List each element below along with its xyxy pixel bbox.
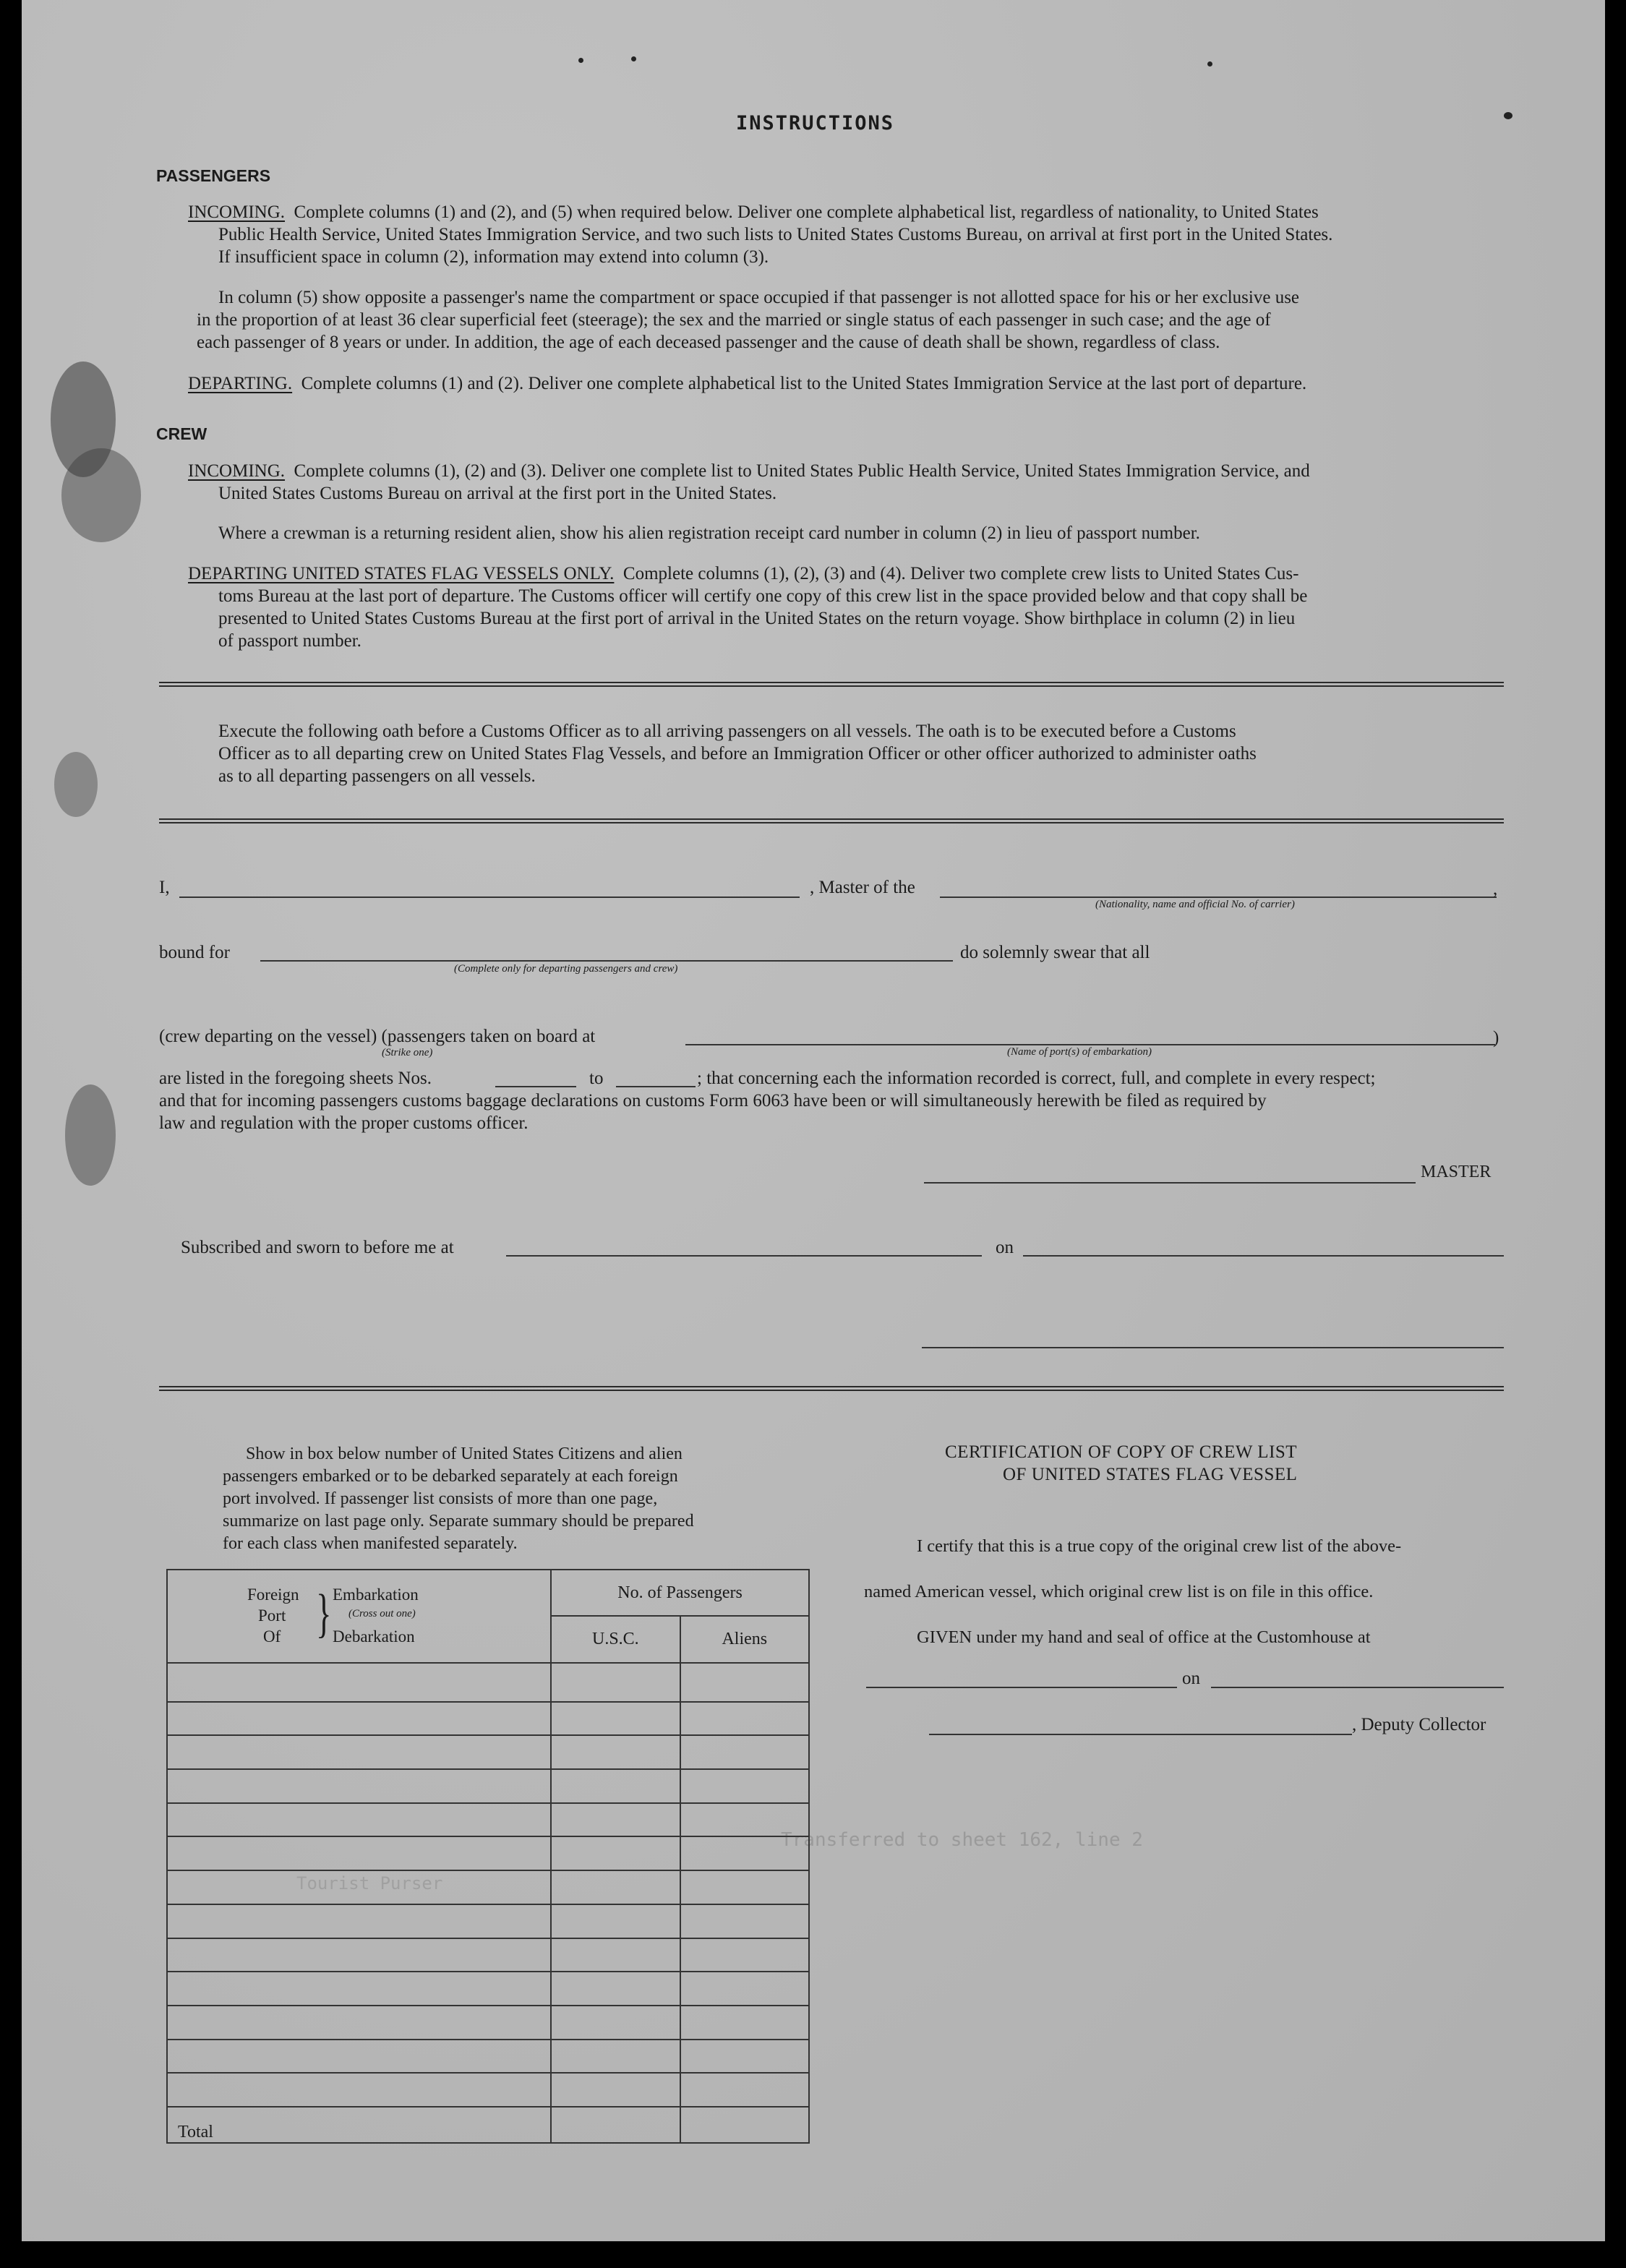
port-cell[interactable] (167, 1938, 551, 1972)
listed-line3: law and regulation with the proper customs officer. (159, 1113, 529, 1133)
aliens-cell[interactable] (680, 1769, 809, 1803)
scan-speck (1207, 61, 1212, 67)
oath-comma: , (1493, 879, 1498, 899)
certification-line1: I certify that this is a true copy of the original crew list of the above- (917, 1536, 1402, 1556)
table-row (167, 1836, 809, 1870)
usc-cell[interactable] (551, 2040, 680, 2074)
scan-speck (631, 56, 636, 61)
scan-smudge (65, 1084, 116, 1186)
deputy-collector-label: , Deputy Collector (1352, 1715, 1486, 1734)
aliens-cell[interactable] (680, 1972, 809, 2006)
embarkation-label: Embarkation (333, 1586, 419, 1604)
foreign-label: Foreign (247, 1586, 299, 1604)
certification-line3: GIVEN under my hand and seal of office at the Customhouse at (917, 1627, 1371, 1647)
sheet-from-field[interactable] (495, 1086, 576, 1087)
crew-departing-line2: toms Bureau at the last port of departure. The Customs officer will certify one copy of this crew list in the space provided below and that copy shall be (218, 586, 1308, 606)
listed-text: ; that concerning each the information recorded is correct, full, and complete in every respect; (697, 1069, 1376, 1088)
usc-cell[interactable] (551, 1836, 680, 1870)
embarkation-ports-field[interactable] (685, 1044, 1495, 1045)
oath-i-label: I, (159, 878, 170, 897)
total-label: Total (167, 2107, 551, 2143)
table-row (167, 1972, 809, 2006)
usc-cell[interactable] (551, 1904, 680, 1938)
aliens-cell[interactable] (680, 1663, 809, 1702)
aliens-cell[interactable] (680, 1938, 809, 1972)
aliens-cell[interactable] (680, 2006, 809, 2040)
table-row (167, 1769, 809, 1803)
crew-departing-label: DEPARTING UNITED STATES FLAG VESSELS ONLY. (188, 564, 615, 583)
usc-cell[interactable] (551, 1938, 680, 1972)
crew-departing-line4: of passport number. (218, 631, 361, 651)
oath-instructions-line1: Execute the following oath before a Customs Officer as to all arriving passengers on all vessels. The oath is to be executed before a Customs (218, 722, 1236, 741)
subscribed-label: Subscribed and sworn to before me at (181, 1238, 454, 1257)
bleed-through-text: Transferred to sheet 162, line 2 (781, 1829, 1143, 1851)
bound-for-field[interactable] (260, 960, 953, 962)
port-cell[interactable] (167, 2073, 551, 2107)
scan-speck (1504, 112, 1512, 119)
summary-line4: summarize on last page only. Separate summary should be prepared (223, 1512, 694, 1531)
aliens-cell[interactable] (680, 2073, 809, 2107)
total-row (167, 2107, 809, 2143)
aliens-cell[interactable] (680, 1836, 809, 1870)
sheet-to-field[interactable] (616, 1086, 696, 1087)
port-cell[interactable] (167, 1663, 551, 1702)
officer-signature-field[interactable] (922, 1347, 1504, 1348)
vessel-field[interactable] (940, 896, 1497, 898)
summary-line5: for each class when manifested separately. (223, 1534, 518, 1553)
foreign-port-header (167, 1570, 551, 1663)
certification-date-field[interactable] (1211, 1687, 1504, 1688)
port-cell[interactable] (167, 1803, 551, 1837)
bound-for-label: bound for (159, 943, 230, 962)
sworn-date-field[interactable] (1023, 1255, 1504, 1257)
scan-speck (578, 58, 583, 63)
brace-glyph: } (316, 1584, 332, 1643)
port-cell[interactable] (167, 1702, 551, 1736)
aliens-cell[interactable] (680, 1702, 809, 1736)
passengers-column5-line3: each passenger of 8 years or under. In addition, the age of each deceased passenger and the cause of death shall be shown, regardless of class. (197, 333, 1220, 352)
bound-for-note: (Complete only for departing passengers and crew) (454, 963, 678, 975)
passengers-incoming-text: Complete columns (1) and (2), and (5) when required below. Deliver one complete alphabetical list, regardless of nationality, to United States (294, 202, 1319, 222)
passengers-incoming-line3: If insufficient space in column (2), information may extend into column (3). (218, 247, 769, 267)
crew-departing-label: (crew departing on the vessel) (passengers taken on board at (159, 1027, 596, 1046)
usc-cell[interactable] (551, 1702, 680, 1736)
cross-out-label: (Cross out one) (348, 1608, 416, 1619)
crew-incoming-label: INCOMING. (188, 461, 286, 481)
section-divider (159, 818, 1504, 823)
port-cell[interactable] (167, 1870, 551, 1904)
listed-sheets-label: are listed in the foregoing sheets Nos. (159, 1069, 432, 1088)
passengers-column5-line2: in the proportion of at least 36 clear superficial feet (steerage); the sex and the married or single status of each passenger in such case; and the age of (197, 310, 1271, 330)
passengers-departing-line (188, 372, 1306, 395)
document-sheet (22, 0, 1605, 2241)
aliens-cell[interactable] (680, 1870, 809, 1904)
port-cell[interactable] (167, 1769, 551, 1803)
table-row (167, 1803, 809, 1837)
crew-incoming-line2: United States Customs Bureau on arrival at the first port in the United States. (218, 484, 777, 503)
crew-incoming-line1 (188, 460, 1310, 482)
usc-cell[interactable] (551, 1803, 680, 1837)
aliens-cell[interactable] (680, 2040, 809, 2074)
usc-cell[interactable] (551, 1972, 680, 2006)
usc-cell[interactable] (551, 1769, 680, 1803)
aliens-cell[interactable] (680, 1735, 809, 1769)
table-row (167, 1938, 809, 1972)
passengers-heading: PASSENGERS (156, 166, 271, 185)
summary-header-row (167, 1570, 809, 1616)
table-row (167, 2006, 809, 2040)
port-cell[interactable] (167, 1735, 551, 1769)
master-label: MASTER (1421, 1163, 1492, 1181)
listed-line2: and that for incoming passengers customs baggage declarations on customs Form 6063 have been or will simultaneously herewith be filed as required by (159, 1091, 1267, 1111)
section-divider (159, 682, 1504, 687)
oath-instructions-line3: as to all departing passengers on all vessels. (218, 766, 536, 786)
usc-cell[interactable] (551, 1663, 680, 1702)
crew-heading: CREW (156, 424, 207, 443)
total-aliens-cell[interactable] (680, 2107, 809, 2143)
bleed-through-text: Tourist Purser (296, 1873, 443, 1893)
summary-line3: port involved. If passenger list consists of more than one page, (223, 1489, 658, 1508)
passengers-departing-label: DEPARTING. (188, 374, 293, 393)
scan-smudge (61, 448, 141, 542)
scan-smudge (54, 752, 98, 817)
ports-note: (Name of port(s) of embarkation) (1007, 1046, 1152, 1058)
certification-on-label: on (1182, 1669, 1200, 1688)
port-label: Port (258, 1606, 286, 1625)
certification-title-2: OF UNITED STATES FLAG VESSEL (1003, 1465, 1298, 1484)
aliens-header: Aliens (680, 1616, 809, 1662)
summary-line1: Show in box below number of United States Citizens and alien (246, 1445, 683, 1463)
debarkation-label: Debarkation (333, 1627, 415, 1646)
passengers-incoming-line2: Public Health Service, United States Immigration Service, and two such lists to United States Customs Bureau, on arrival at first port in the United States. (218, 225, 1333, 244)
deputy-signature-field[interactable] (929, 1734, 1352, 1735)
port-cell[interactable] (167, 1904, 551, 1938)
page-title: INSTRUCTIONS (736, 112, 895, 134)
table-row (167, 1904, 809, 1938)
aliens-cell[interactable] (680, 1803, 809, 1837)
oath-instructions-line2: Officer as to all departing crew on United States Flag Vessels, and before an Immigration Officer or other officer authorized to administer oaths (218, 744, 1257, 763)
usc-header: U.S.C. (551, 1616, 680, 1662)
listed-to-label: to (589, 1069, 604, 1088)
table-row (167, 2040, 809, 2074)
nationality-note: (Nationality, name and official No. of carrier) (1095, 899, 1295, 910)
port-cell[interactable] (167, 2006, 551, 2040)
passengers-incoming-line1 (188, 201, 1319, 223)
crew-incoming-text: Complete columns (1), (2) and (3). Deliver one complete list to United States Public Health Service, United States Immigration Service, and (294, 461, 1310, 481)
passengers-column5-line1: In column (5) show opposite a passenger's name the compartment or space occupied if that passenger is not allotted space for his or her exclusive use (218, 288, 1300, 307)
master-of-label: , Master of the (810, 878, 915, 897)
table-row (167, 2073, 809, 2107)
section-divider (159, 1386, 1504, 1391)
port-cell[interactable] (167, 1972, 551, 2006)
oath-close-paren: ) (1493, 1028, 1499, 1048)
usc-cell[interactable] (551, 1870, 680, 1904)
master-signature-field[interactable] (924, 1182, 1416, 1184)
aliens-cell[interactable] (680, 1904, 809, 1938)
table-row (167, 1702, 809, 1736)
crew-departing-line1 (188, 562, 1298, 585)
total-usc-cell[interactable] (551, 2107, 680, 2143)
passenger-summary-table (166, 1569, 810, 2144)
no-passengers-header: No. of Passengers (551, 1570, 809, 1616)
passengers-departing-text: Complete columns (1) and (2). Deliver one complete alphabetical list to the United States Immigration Service at the last port of departure. (301, 374, 1307, 393)
swear-label: do solemnly swear that all (960, 943, 1150, 962)
table-row (167, 1663, 809, 1702)
customhouse-field[interactable] (866, 1687, 1177, 1688)
table-row (167, 1870, 809, 1904)
port-cell[interactable] (167, 1836, 551, 1870)
crew-departing-text: Complete columns (1), (2), (3) and (4). Deliver two complete crew lists to United States Cus- (622, 564, 1299, 583)
usc-cell[interactable] (551, 2006, 680, 2040)
crew-departing-line3: presented to United States Customs Bureau at the first port of arrival in the United States on the return voyage. Show birthplace in column (2) in lieu (218, 609, 1296, 628)
passengers-incoming-label: INCOMING. (188, 202, 286, 222)
crew-resident-text: Where a crewman is a returning resident alien, show his alien registration receipt card number in column (2) in lieu of passport number. (218, 523, 1200, 543)
strike-one-note: (Strike one) (382, 1047, 433, 1058)
usc-cell[interactable] (551, 2073, 680, 2107)
summary-line2: passengers embarked or to be debarked separately at each foreign (223, 1467, 678, 1486)
certification-title-1: CERTIFICATION OF COPY OF CREW LIST (945, 1442, 1298, 1462)
sworn-on-label: on (996, 1238, 1014, 1257)
table-row (167, 1735, 809, 1769)
port-cell[interactable] (167, 2040, 551, 2074)
sworn-place-field[interactable] (506, 1255, 982, 1257)
usc-cell[interactable] (551, 1735, 680, 1769)
certification-line2: named American vessel, which original crew list is on file in this office. (864, 1582, 1374, 1601)
master-name-field[interactable] (179, 896, 800, 898)
of-label: Of (263, 1627, 281, 1646)
